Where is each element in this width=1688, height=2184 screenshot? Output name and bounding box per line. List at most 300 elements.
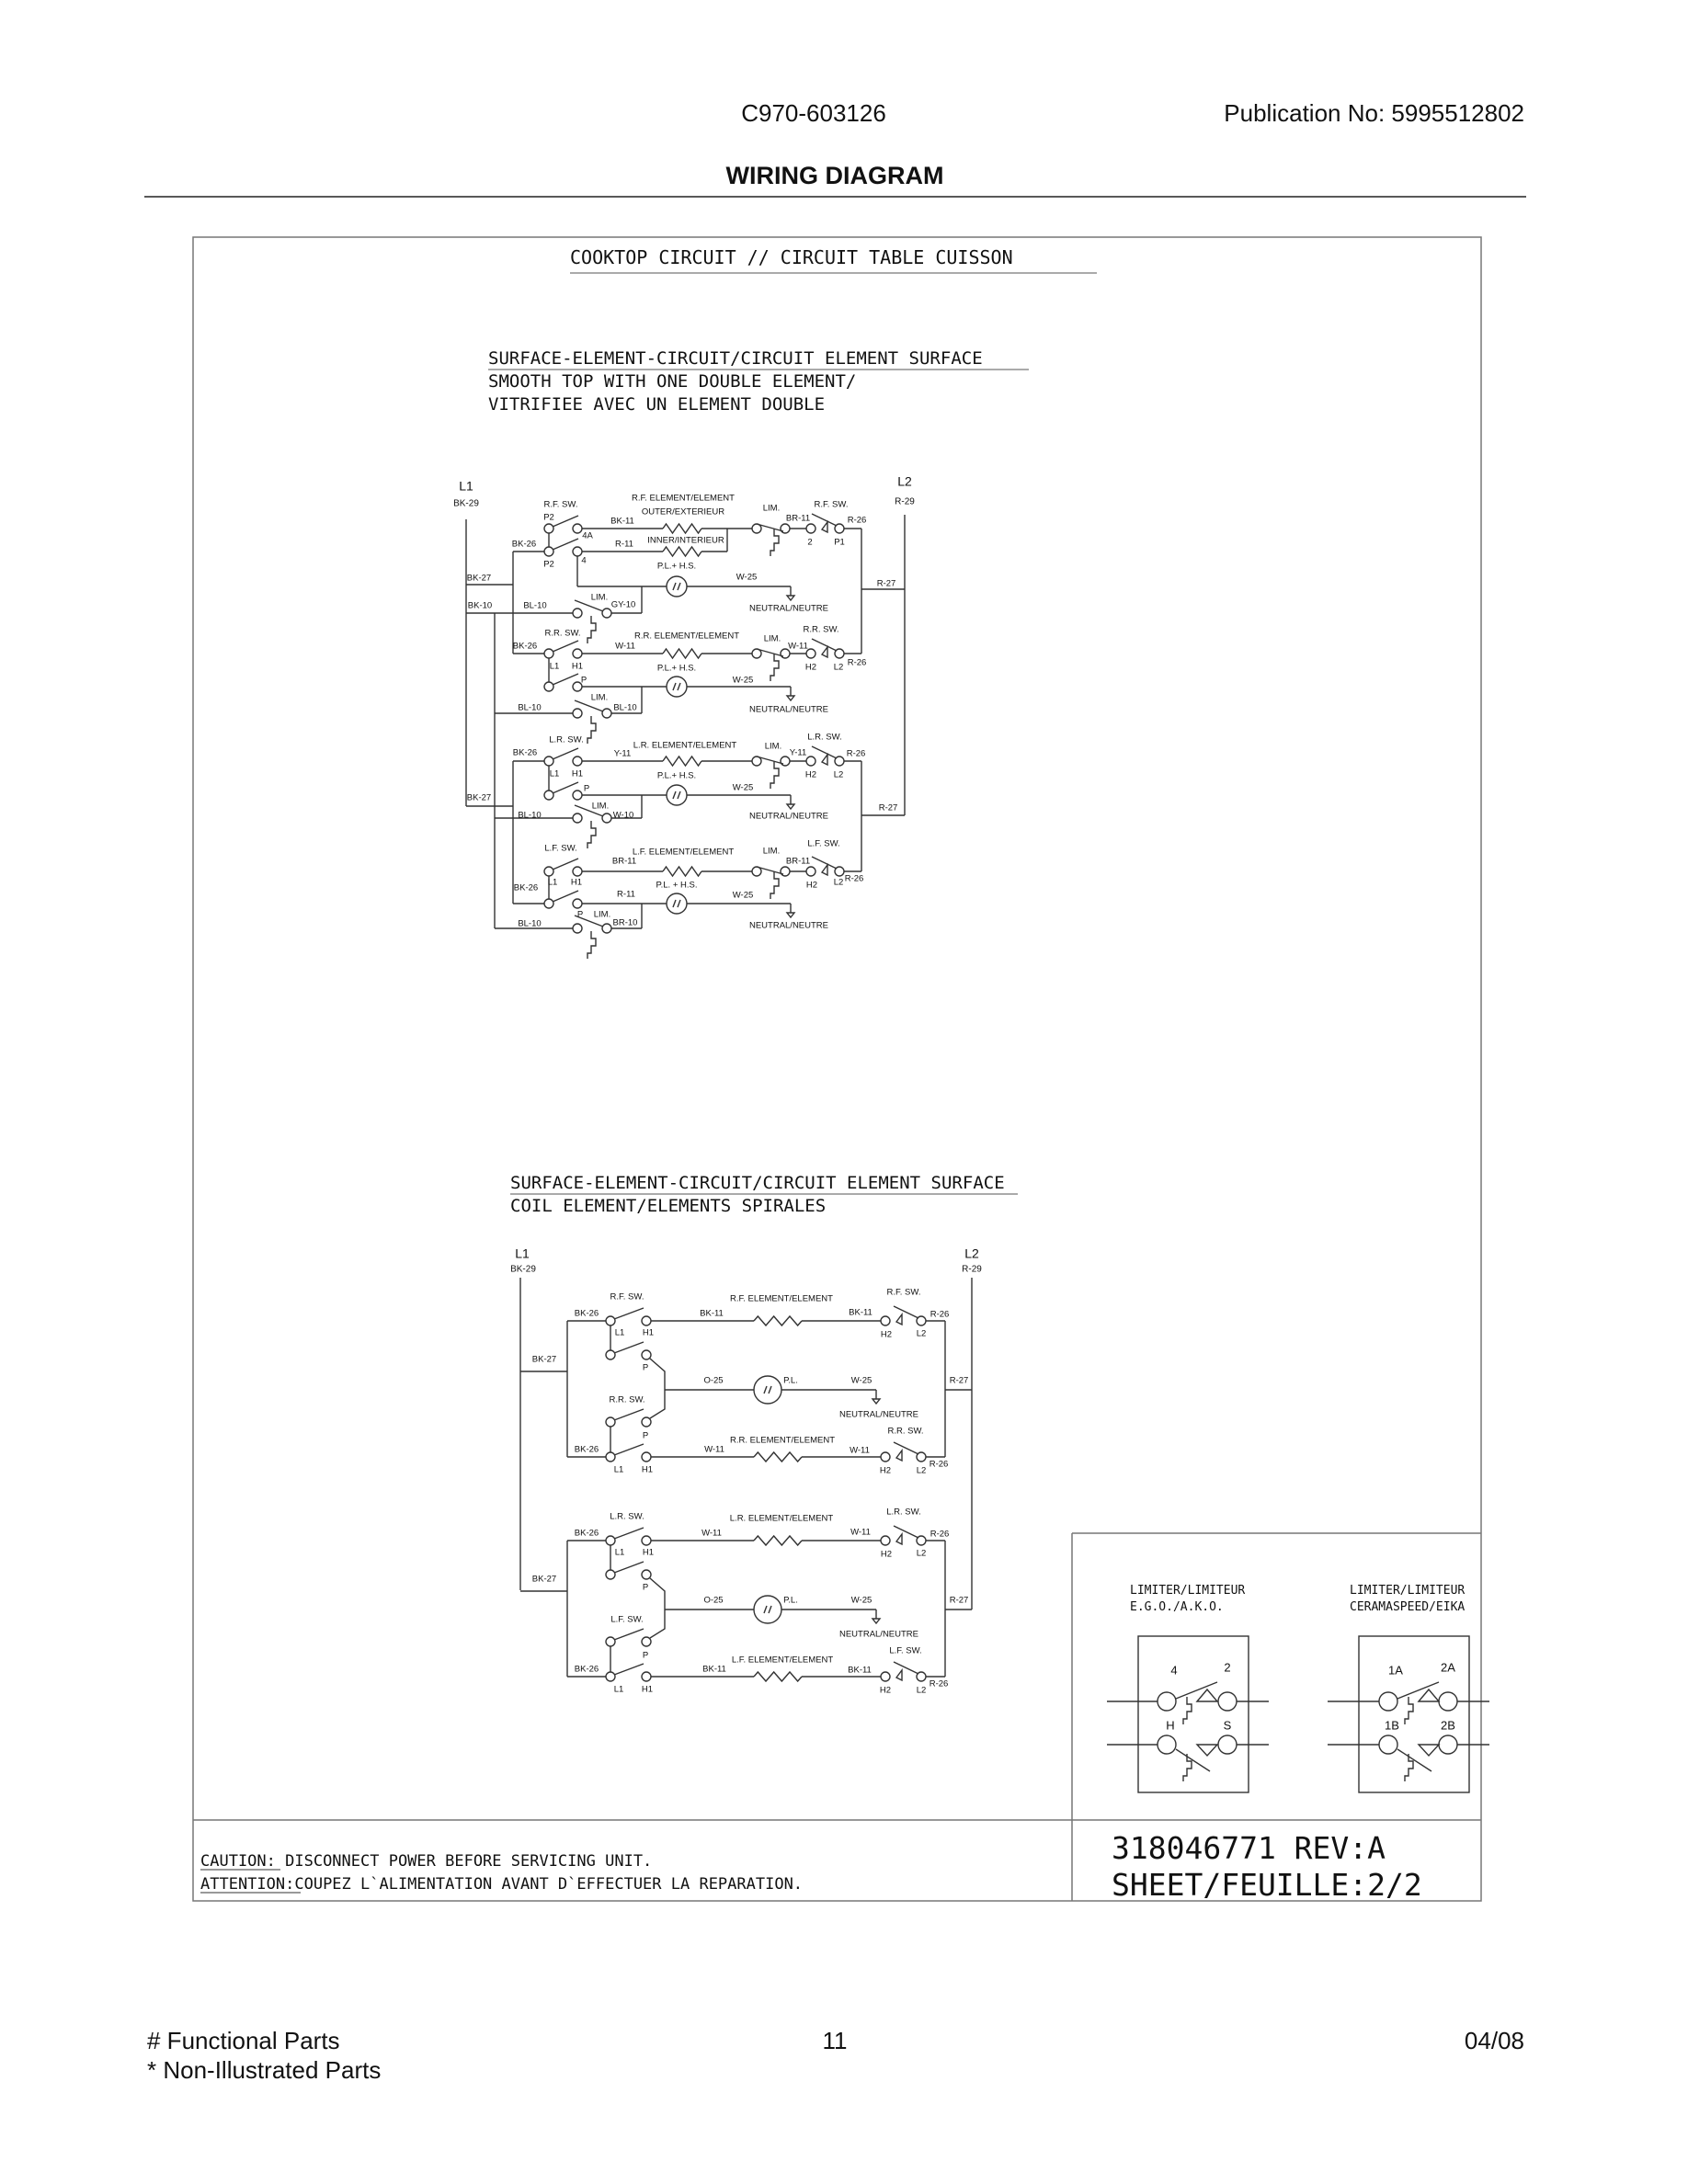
wire-label: BR-11: [785, 513, 811, 524]
wire-label: BL-10: [518, 918, 542, 929]
wire-label: W-11: [701, 1528, 722, 1539]
wire-label: BL-10: [613, 702, 637, 713]
limiter-cam-icon: [1419, 1689, 1439, 1701]
wire-label: BK-11: [700, 1308, 724, 1319]
wire-label: R-29: [895, 496, 915, 507]
wire-label: R.F. SW.: [814, 499, 849, 510]
wire-label: BL-10: [518, 810, 542, 821]
wire-label: LIM.: [762, 503, 781, 514]
wire: [673, 900, 676, 907]
switch-blade-icon: [614, 1528, 644, 1539]
terminal: [881, 1452, 890, 1462]
wire-label: P: [580, 675, 587, 686]
bimetal-icon: [770, 761, 779, 789]
wire-label: L.R. SW.: [807, 732, 842, 743]
terminal: [781, 524, 790, 533]
wire-label: R.R. SW.: [609, 1394, 645, 1405]
terminal: [781, 867, 790, 876]
wire-label: O-25: [703, 1595, 724, 1606]
wire-label: NEUTRAL/NEUTRE: [748, 704, 829, 715]
terminal: [573, 609, 582, 618]
wire-label: H1: [571, 661, 584, 672]
page-number: 11: [822, 2027, 848, 2054]
cam-icon: [896, 1314, 902, 1325]
wire-label: R.F. ELEMENT/ELEMENT: [632, 493, 735, 504]
heating-element-icon: [754, 1672, 802, 1681]
wire-label: P.L.+ H.S.: [656, 561, 697, 572]
heating-element-icon: [663, 649, 701, 658]
terminal: [573, 813, 582, 823]
terminal: [544, 899, 553, 908]
wire: [678, 683, 680, 690]
terminal: [573, 899, 582, 908]
wire-label: P.L.+ H.S.: [656, 770, 697, 781]
wire-label: 4: [1170, 1663, 1178, 1678]
terminal: [544, 682, 553, 691]
section1-line1: SURFACE-ELEMENT-CIRCUIT/CIRCUIT ELEMENT SURFACE: [488, 348, 983, 369]
wire-label: BK-26: [513, 882, 539, 893]
wire-label: BK-26: [512, 641, 538, 652]
terminal: [642, 1350, 651, 1359]
cam-icon: [822, 865, 827, 875]
wire-label: P: [642, 1582, 649, 1593]
cam-icon: [896, 1534, 902, 1544]
wire-label: L.R. ELEMENT/ELEMENT: [633, 740, 737, 751]
wire-label: W-25: [850, 1595, 873, 1606]
wire: [678, 900, 680, 907]
wire-label: BK-11: [702, 1664, 726, 1675]
wire-label: L1: [459, 478, 473, 494]
wire-label: R-27: [949, 1595, 969, 1606]
wire-label: H2: [804, 769, 817, 780]
limiter-cam-icon: [1197, 1745, 1217, 1756]
terminal: [606, 1350, 615, 1359]
section1-line3: VITRIFIEE AVEC UN ELEMENT DOUBLE: [488, 394, 826, 415]
terminal: [544, 867, 553, 876]
neutral-ground-icon: [873, 1619, 880, 1623]
limiter-body: [1138, 1636, 1249, 1792]
switch-blade-icon: [614, 1342, 644, 1353]
wire-label: LIM.: [764, 741, 782, 752]
wire-label: BK-29: [453, 498, 479, 509]
wire-label: BK-26: [574, 1528, 599, 1539]
wire-label: H2: [804, 662, 817, 673]
wire-label: BK-11: [848, 1665, 872, 1676]
wire-label: 1B: [1385, 1718, 1399, 1733]
wire-label: R.R. SW.: [544, 628, 581, 639]
wire-label: H1: [570, 877, 583, 888]
wire-label: R.R. SW.: [803, 624, 839, 635]
wire-label: BK-26: [574, 1664, 599, 1675]
wire-label: OUTER/EXTERIEUR: [641, 506, 725, 518]
attention-prefix: ATTENTION:: [200, 1875, 295, 1894]
wire-label: BK-27: [531, 1574, 557, 1585]
cam-icon: [896, 1450, 902, 1461]
terminal: [1218, 1692, 1237, 1711]
wire-label: W-11: [704, 1444, 724, 1455]
bimetal-icon: [770, 871, 779, 899]
wire-label: BK-26: [574, 1308, 599, 1319]
terminal: [881, 1316, 890, 1325]
wire-label: R-27: [876, 578, 896, 589]
heating-element-icon: [754, 1536, 802, 1545]
switch-blade-icon: [894, 1306, 918, 1318]
wire-label: BR-10: [612, 917, 638, 928]
page-title: WIRING DIAGRAM: [725, 162, 944, 189]
wire-label: BK-26: [512, 747, 538, 758]
wire-label: L.R. ELEMENT/ELEMENT: [729, 1513, 834, 1524]
wire-label: W-11: [788, 641, 808, 652]
wire: [673, 791, 676, 799]
wire-label: L1: [613, 1464, 624, 1475]
pilot-light-icon: [754, 1376, 781, 1404]
pilot-light-icon: [667, 576, 687, 597]
wire-label: NEUTRAL/NEUTRE: [838, 1629, 919, 1640]
caution-text: DISCONNECT POWER BEFORE SERVICING UNIT.: [275, 1852, 653, 1871]
sheet-title: COOKTOP CIRCUIT // CIRCUIT TABLE CUISSON: [570, 246, 1013, 268]
limiter-subtitle: E.G.O./A.K.O.: [1130, 1600, 1224, 1614]
wire-label: L2: [833, 769, 844, 780]
wire-label: H2: [879, 1685, 892, 1696]
limiter-legend: [1107, 1584, 1489, 1792]
wire-label: R-27: [949, 1375, 969, 1386]
caution-prefix: CAUTION:: [200, 1852, 276, 1871]
switch-blade-icon: [812, 514, 837, 526]
wire-label: BK-11: [849, 1307, 873, 1318]
terminal: [642, 1570, 651, 1579]
wire-label: W-11: [850, 1527, 871, 1538]
limiter-title: LIMITER/LIMITEUR: [1130, 1584, 1246, 1598]
switch-blade-icon: [614, 1308, 644, 1319]
wire-label: 4: [581, 555, 587, 566]
publication-number: Publication No: 5995512802: [1224, 99, 1524, 127]
terminal: [606, 1417, 615, 1427]
wire-label: W-25: [732, 890, 754, 901]
wire-label: R-26: [929, 1678, 949, 1689]
wire-label: L.F. SW.: [807, 838, 840, 849]
terminal: [781, 756, 790, 766]
wire-label: L2: [916, 1685, 927, 1696]
wire-label: NEUTRAL/NEUTRE: [838, 1409, 919, 1420]
wire-label: BK-11: [610, 516, 634, 527]
wire-label: R-27: [878, 802, 898, 813]
switch-blade-icon: [812, 639, 837, 651]
wire-label: L.F. SW.: [544, 843, 577, 854]
switch-blade-icon: [894, 1662, 918, 1674]
wire-label: R-26: [847, 515, 867, 526]
wire-label: BL-10: [523, 600, 547, 611]
wire-label: BR-11: [785, 856, 811, 867]
wire-label: L2: [833, 662, 844, 673]
pilot-light-icon: [754, 1596, 781, 1623]
wire-label: H2: [880, 1329, 893, 1340]
wire-label: P2: [543, 512, 554, 523]
wire-label: R-11: [615, 539, 633, 550]
wire-label: Y-11: [613, 748, 632, 759]
terminal: [642, 1316, 651, 1325]
wire-label: R.R. ELEMENT/ELEMENT: [729, 1435, 836, 1446]
terminal: [544, 547, 553, 556]
terminal: [806, 867, 815, 876]
terminal: [606, 1536, 615, 1545]
pilot-light-icon: [667, 677, 687, 697]
switch-blade-icon: [894, 1526, 918, 1538]
wire-label: P.L.+ H.S.: [656, 663, 697, 674]
wire-label: L2: [916, 1328, 927, 1339]
bimetal-icon: [1183, 1697, 1192, 1724]
wire-label: L.F. SW.: [889, 1645, 922, 1656]
wire-label: L1: [614, 1327, 625, 1338]
caution-label: [200, 1852, 652, 1871]
sheet-number: SHEET/FEUILLE:2/2: [1112, 1867, 1422, 1903]
switch-blade-icon: [614, 1444, 644, 1455]
wire-label: P: [642, 1650, 649, 1661]
terminal: [602, 924, 611, 933]
wire-label: LIM.: [593, 909, 611, 920]
wire-label: 2B: [1441, 1718, 1455, 1733]
bimetal-icon: [587, 821, 596, 848]
limiter-title: LIMITER/LIMITEUR: [1350, 1584, 1466, 1598]
wire-label: BL-10: [518, 702, 542, 713]
wire-label: W-25: [736, 572, 758, 583]
wire: [769, 1606, 771, 1613]
limiter-cam-icon: [1419, 1745, 1439, 1756]
section1-line2: SMOOTH TOP WITH ONE DOUBLE ELEMENT/: [488, 371, 857, 392]
wire-label: H1: [642, 1327, 655, 1338]
wire-label: H2: [879, 1465, 892, 1476]
wire-label: H1: [641, 1464, 654, 1475]
heating-element-icon: [754, 1452, 802, 1462]
wire-label: GY-10: [610, 599, 636, 610]
wire-label: L2: [916, 1548, 927, 1559]
terminal: [606, 1637, 615, 1646]
wire-label: 2: [1224, 1660, 1231, 1675]
neutral-ground-icon: [787, 804, 794, 809]
wire: [764, 1386, 767, 1393]
wire: [650, 1359, 665, 1418]
bimetal-icon: [587, 716, 596, 744]
wire-label: L1: [614, 1547, 625, 1558]
wire-label: P: [583, 783, 590, 794]
wire-label: W-11: [615, 641, 635, 652]
limiter-cam-icon: [1197, 1689, 1217, 1701]
wire-label: L2: [964, 1246, 979, 1261]
wire-label: LIM.: [591, 801, 610, 812]
wire-label: H2: [880, 1549, 893, 1560]
wire-label: W-10: [612, 810, 634, 821]
date: 04/08: [1464, 2027, 1524, 2054]
terminal: [1158, 1692, 1176, 1711]
heating-element-icon: [663, 867, 701, 876]
wire-label: 2: [807, 537, 813, 548]
wire-label: W-25: [732, 782, 754, 793]
wire-label: R.R. ELEMENT/ELEMENT: [633, 631, 740, 642]
wire-label: R.F. SW.: [610, 1291, 644, 1302]
wire-label: P.L.: [783, 1375, 798, 1386]
section2-line1: SURFACE-ELEMENT-CIRCUIT/CIRCUIT ELEMENT SURFACE: [510, 1173, 1005, 1193]
switch-blade-icon: [894, 1442, 918, 1454]
wire: [678, 791, 680, 799]
pilot-light-icon: [667, 893, 687, 914]
wire-label: R.F. SW.: [886, 1287, 921, 1298]
terminal: [544, 756, 553, 766]
bimetal-icon: [770, 529, 779, 556]
cam-icon: [822, 522, 827, 532]
terminal: [1379, 1735, 1397, 1754]
terminal: [642, 1672, 651, 1681]
wire-label: L.F. SW.: [610, 1614, 644, 1625]
wire-label: NEUTRAL/NEUTRE: [748, 603, 829, 614]
terminal: [881, 1672, 890, 1681]
terminal: [602, 609, 611, 618]
terminal: [642, 1637, 651, 1646]
wire-label: H1: [642, 1547, 655, 1558]
wire-label: 1A: [1388, 1663, 1403, 1678]
wire-label: R.F. SW.: [543, 499, 578, 510]
switch-blade-icon: [812, 857, 837, 869]
wire-label: L2: [897, 473, 912, 489]
wire-label: L1: [549, 661, 560, 672]
wire-label: L1: [613, 1684, 624, 1695]
wire-label: L1: [549, 768, 560, 779]
terminal: [1439, 1692, 1457, 1711]
wire: [769, 1386, 771, 1393]
wire-label: R-26: [930, 1309, 950, 1320]
wire-label: L2: [833, 877, 844, 888]
switch-blade-icon: [614, 1629, 644, 1640]
document-number: 318046771 REV:A: [1112, 1830, 1386, 1866]
cam-icon: [896, 1670, 902, 1680]
wire-label: LIM.: [590, 592, 609, 603]
wire: [650, 1578, 665, 1638]
non-illustrated-parts-note: * Non-Illustrated Parts: [147, 2056, 382, 2084]
terminal: [573, 709, 582, 718]
wire-label: W-11: [850, 1445, 870, 1456]
terminal: [806, 756, 815, 766]
wire-label: P.L. + H.S.: [656, 880, 698, 891]
wire-label: L1: [547, 877, 558, 888]
wire-label: BK-27: [466, 573, 492, 584]
terminal: [642, 1417, 651, 1427]
cam-icon: [822, 755, 827, 765]
wire-label: S: [1223, 1718, 1232, 1733]
heating-element-icon: [663, 524, 701, 533]
wire-label: W-25: [850, 1375, 873, 1386]
wire-label: BK-29: [510, 1264, 536, 1275]
terminal: [573, 924, 582, 933]
wire-label: L1: [515, 1246, 530, 1261]
terminal: [573, 547, 582, 556]
heating-element-icon: [663, 547, 701, 556]
smooth-top-circuit: [453, 474, 915, 959]
neutral-ground-icon: [873, 1399, 880, 1404]
wire-label: H1: [571, 768, 584, 779]
wire-label: R.R. SW.: [887, 1426, 924, 1437]
wire-label: BR-11: [611, 856, 637, 867]
attention-label: [200, 1875, 803, 1894]
wire-label: P1: [834, 537, 845, 548]
wire-label: L.F. ELEMENT/ELEMENT: [632, 847, 735, 858]
wire: [764, 1606, 767, 1613]
wire-label: 2A: [1441, 1660, 1455, 1675]
wire-label: P.L.: [783, 1595, 798, 1606]
terminal: [573, 756, 582, 766]
terminal: [606, 1316, 615, 1325]
wire-label: BK-27: [531, 1354, 557, 1365]
bimetal-icon: [587, 931, 596, 959]
switch-blade-icon: [614, 1664, 644, 1675]
terminal: [1218, 1735, 1237, 1754]
wire-label: O-25: [703, 1375, 724, 1386]
model-number: C970-603126: [741, 99, 886, 127]
wire-label: L2: [916, 1465, 927, 1476]
neutral-ground-icon: [787, 596, 794, 600]
switch-blade-icon: [614, 1409, 644, 1420]
terminal: [1439, 1735, 1457, 1754]
terminal: [881, 1536, 890, 1545]
bimetal-icon: [1405, 1697, 1413, 1724]
wire-label: R-29: [962, 1264, 982, 1275]
terminal: [1158, 1735, 1176, 1754]
functional-parts-note: # Functional Parts: [147, 2027, 340, 2054]
heating-element-icon: [663, 756, 701, 766]
wire-label: R-26: [929, 1459, 949, 1470]
wire-label: BK-26: [574, 1444, 599, 1455]
terminal: [606, 1452, 615, 1462]
terminal: [642, 1452, 651, 1462]
wire: [1397, 1682, 1439, 1699]
wire-label: L.R. SW.: [610, 1511, 644, 1522]
wire-label: BK-26: [511, 539, 537, 550]
neutral-ground-icon: [787, 913, 794, 917]
wire-label: R-26: [930, 1529, 950, 1540]
terminal: [544, 524, 553, 533]
switch-blade-icon: [614, 1562, 644, 1573]
wire-label: R-26: [846, 748, 866, 759]
wire-label: Y-11: [789, 747, 807, 758]
terminal: [573, 791, 582, 800]
wire-label: INNER/INTERIEUR: [647, 535, 724, 546]
bimetal-icon: [587, 616, 596, 643]
wire-label: L.R. SW.: [549, 734, 584, 745]
wire-label: R-26: [844, 873, 864, 884]
terminal: [573, 524, 582, 533]
wire: [673, 583, 676, 590]
cam-icon: [822, 647, 827, 657]
wire-label: LIM.: [763, 633, 781, 644]
switch-blade-icon: [812, 746, 837, 758]
wire-label: P2: [543, 559, 554, 570]
wire-label: LIM.: [762, 846, 781, 857]
terminal: [602, 813, 611, 823]
wire-label: NEUTRAL/NEUTRE: [748, 811, 829, 822]
bimetal-icon: [770, 654, 779, 681]
terminal: [642, 1536, 651, 1545]
pilot-light-icon: [667, 785, 687, 805]
terminal: [1379, 1692, 1397, 1711]
terminal: [602, 709, 611, 718]
wire-label: H2: [805, 880, 818, 891]
wire-label: BK-27: [466, 792, 492, 803]
wire-label: W-25: [732, 675, 754, 686]
wire-label: H: [1166, 1718, 1175, 1733]
wire-label: 4A: [582, 530, 593, 541]
terminal: [606, 1672, 615, 1681]
terminal: [573, 649, 582, 658]
wire-label: R-26: [847, 657, 867, 668]
wire-label: L.F. ELEMENT/ELEMENT: [731, 1655, 834, 1666]
wire: [673, 683, 676, 690]
